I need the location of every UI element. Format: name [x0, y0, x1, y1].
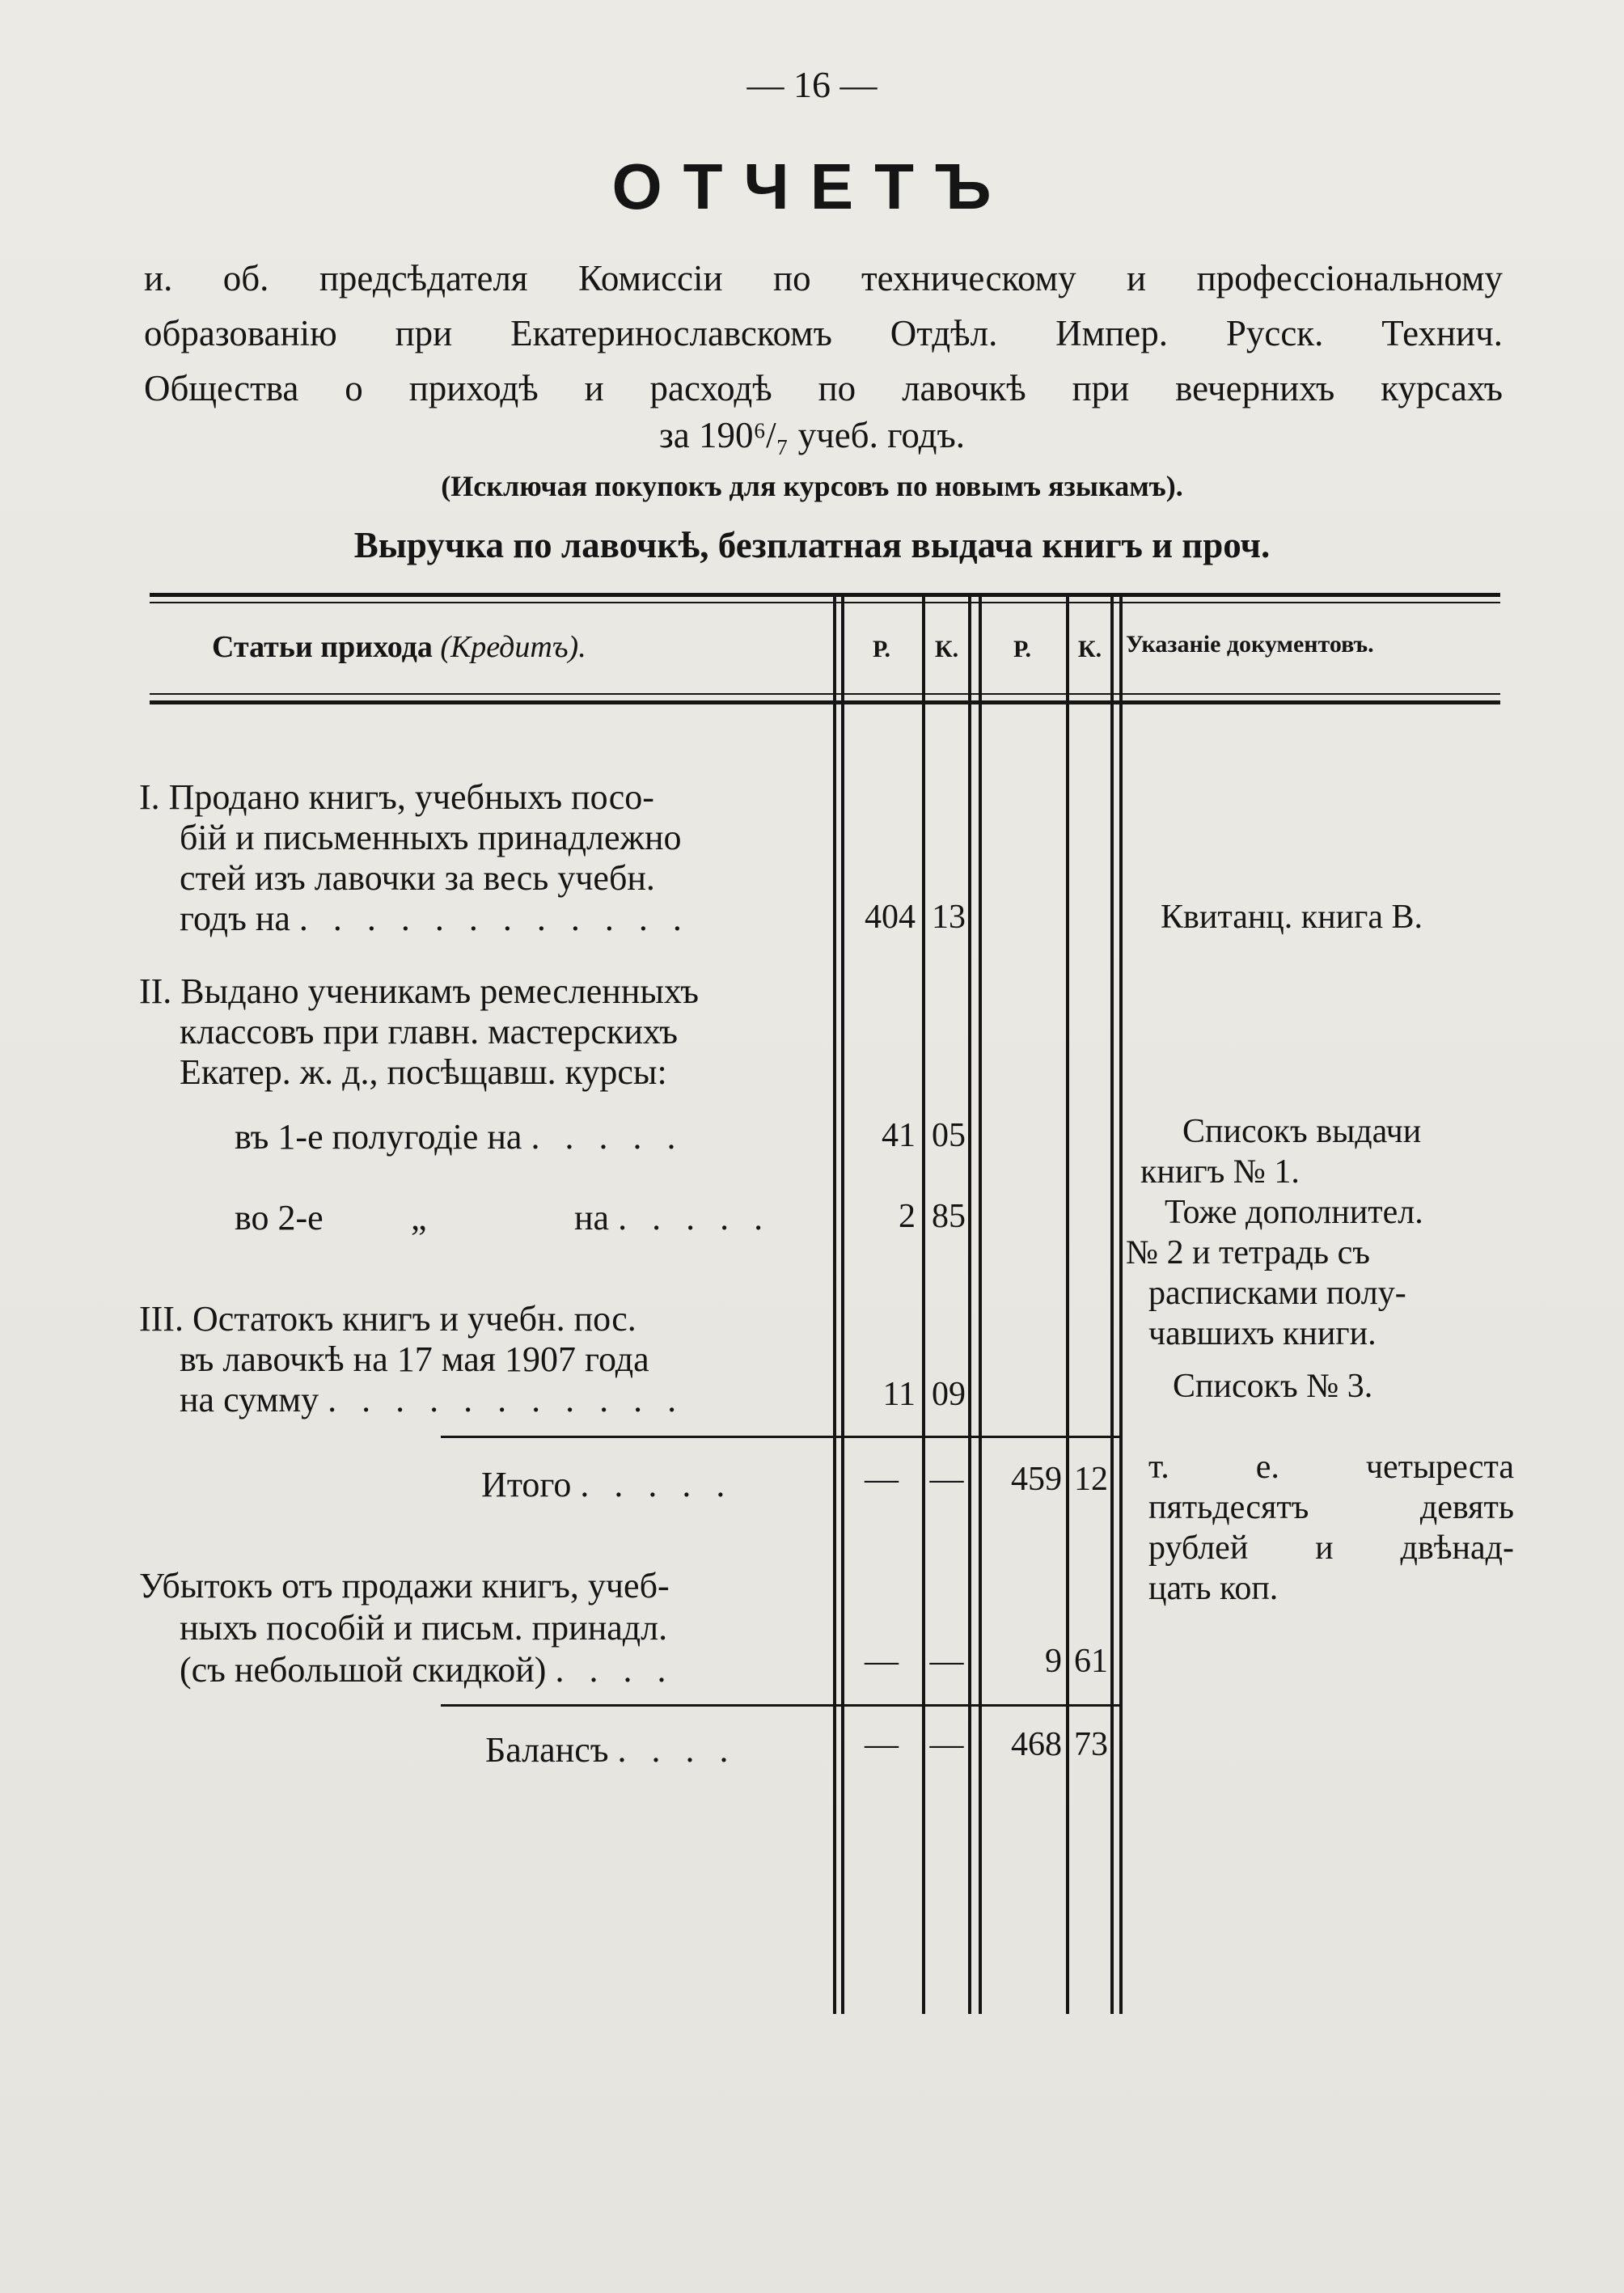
header-items-credit: (Кредитъ). — [440, 630, 586, 664]
row2-sub1-label — [235, 1116, 683, 1157]
row3-rub: 11 — [882, 1376, 916, 1413]
header-kop-1: К. — [934, 636, 959, 662]
row2-sub1-dots: . . . . . — [531, 1117, 684, 1157]
row1-dots: . . . . . . . . . . . . — [298, 899, 690, 938]
column-divider — [841, 594, 844, 2014]
table-top-rule — [150, 593, 1500, 597]
row2-line2: классовъ при главн. мастерскихъ — [180, 1012, 678, 1051]
section-heading: Выручка по лавочкѣ, безплатная выдача книгъ и проч. — [353, 525, 1271, 565]
column-divider — [922, 594, 925, 2014]
row2-sub1-kop: 05 — [932, 1117, 966, 1154]
row2-doc-5: расписками полу- — [1148, 1275, 1406, 1312]
balance-label: Балансъ — [485, 1730, 609, 1770]
row2-line3: Екатер. ж. д., посѣщавш. курсы: — [180, 1052, 667, 1092]
header-documents: Указаніе документовъ. — [1126, 631, 1374, 658]
row2-doc-6: чавшихъ книги. — [1148, 1315, 1377, 1352]
row1-kop: 13 — [932, 899, 966, 936]
column-divider — [968, 594, 971, 2014]
balance-kop-2: 73 — [1074, 1726, 1108, 1763]
subtitle-line-1: и. об. предсѣдателя Комиссіи по техническому и профессіональному — [144, 258, 1503, 298]
header-items — [212, 629, 586, 665]
loss-rub-2: 9 — [1045, 1643, 1062, 1680]
header-bottom-rule-thin — [150, 693, 1500, 695]
balance-rub-2: 468 — [1011, 1726, 1062, 1763]
header-rub-2: Р. — [1013, 636, 1032, 662]
itogo-rule — [441, 1436, 1120, 1438]
balance-dots: . . . . — [617, 1730, 737, 1770]
row2-doc-2: книгъ № 1. — [1140, 1153, 1300, 1191]
header-rub-1: Р. — [872, 636, 891, 662]
row2-sub1-text: въ 1-е полугодіе на — [235, 1117, 522, 1157]
row1-label — [180, 898, 690, 939]
itogo-rub-2: 459 — [1011, 1461, 1062, 1498]
row3-label — [180, 1379, 684, 1420]
balance-kop-1: — — [929, 1726, 964, 1763]
column-divider — [1110, 594, 1114, 2014]
row2-sub2-na: на — [574, 1198, 610, 1237]
subtitle-note: (Исключая покупокъ для курсовъ по новымъ языкамъ). — [441, 470, 1183, 502]
row2-sub2-ditto: „ — [411, 1198, 427, 1237]
row1-document: Квитанц. книга В. — [1161, 899, 1423, 936]
balance-rub-1: — — [865, 1726, 899, 1763]
balance-label-wrap — [485, 1729, 737, 1771]
row2-sub2-kop: 85 — [932, 1198, 966, 1235]
row3-dots: . . . . . . . . . . . — [328, 1380, 685, 1419]
itogo-dots: . . . . . — [580, 1465, 734, 1504]
row1-rub: 404 — [865, 899, 916, 936]
itogo-doc-4: цать коп. — [1148, 1570, 1279, 1607]
row2-sub2-a: во 2-е — [235, 1198, 324, 1237]
loss-rub-1: — — [865, 1643, 899, 1680]
itogo-label-wrap — [481, 1464, 733, 1505]
loss-line1: Убытокъ отъ продажи книгъ, учеб- — [139, 1566, 670, 1606]
itogo-rub-1: — — [865, 1461, 899, 1498]
row3-line3: на сумму — [180, 1380, 319, 1419]
subtitle-line-2: образованію при Екатеринославскомъ Отдѣл. Импер. Русск. Технич. — [144, 313, 1503, 353]
loss-dots: . . . . — [555, 1650, 675, 1690]
itogo-kop-2: 12 — [1074, 1461, 1108, 1498]
row2-doc-1: Списокъ выдачи — [1182, 1113, 1422, 1150]
row3-line1: III. Остатокъ книгъ и учебн. пос. — [139, 1299, 636, 1339]
itogo-doc-2: пятьдесятъ девять — [1148, 1489, 1514, 1526]
itogo-doc-1: т. е. четыреста — [1148, 1449, 1514, 1486]
row1-line3: стей изъ лавочки за весь учебн. — [180, 858, 655, 898]
row2-sub2-dots: . . . . . — [618, 1198, 772, 1237]
row2-sub1-rub: 41 — [882, 1117, 916, 1154]
subtitle-line-4: за 190⁶/₇ учеб. годъ. — [658, 415, 966, 455]
row2-doc-3: Тоже дополнител. — [1165, 1194, 1423, 1231]
header-items-label: Статьи прихода — [212, 630, 433, 664]
row1-line4: годъ на — [180, 899, 290, 938]
loss-kop-1: — — [929, 1643, 964, 1680]
loss-line2: ныхъ пособій и письм. принадл. — [180, 1608, 668, 1648]
row3-kop: 09 — [932, 1376, 966, 1413]
loss-kop-2: 61 — [1074, 1643, 1108, 1680]
header-bottom-rule — [150, 700, 1500, 704]
row3-line2: въ лавочкѣ на 17 мая 1907 года — [180, 1339, 649, 1379]
row1-line2: бій и письменныхъ принадлежно — [180, 818, 682, 857]
row2-doc-4: № 2 и тетрадь съ — [1126, 1234, 1370, 1271]
itogo-kop-1: — — [929, 1461, 964, 1498]
itogo-label: Итого — [481, 1465, 572, 1504]
row2-sub2-c — [574, 1197, 771, 1238]
row2-line1: II. Выдано ученикамъ ремесленныхъ — [139, 971, 700, 1011]
header-kop-2: К. — [1077, 636, 1102, 662]
row1-line1: I. Продано книгъ, учебныхъ посо- — [139, 777, 654, 817]
subtitle-line-3: Общества о приходѣ и расходѣ по лавочкѣ при вечернихъ курсахъ — [144, 368, 1503, 408]
column-divider — [1119, 594, 1123, 2014]
row3-document: Списокъ № 3. — [1173, 1368, 1373, 1405]
column-divider — [833, 594, 836, 2014]
itogo-doc-3: рублей и двѣнад- — [1148, 1529, 1514, 1567]
column-divider — [979, 594, 982, 2014]
row2-sub2-rub: 2 — [899, 1198, 916, 1235]
table-top-rule-thin — [150, 602, 1500, 603]
loss-label — [180, 1649, 674, 1690]
balance-rule — [441, 1704, 1120, 1707]
page-title: ОТЧЕТЪ — [611, 150, 1013, 222]
loss-line3: (съ небольшой скидкой) — [180, 1650, 547, 1690]
page-number: — 16 — — [746, 64, 878, 105]
column-divider — [1066, 594, 1069, 2014]
